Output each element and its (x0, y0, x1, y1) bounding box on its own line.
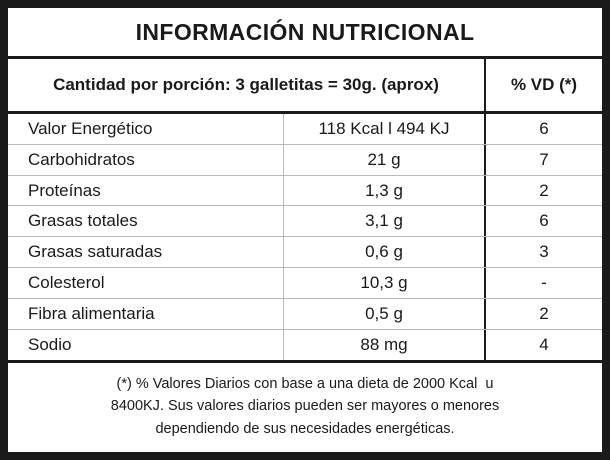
nutrition-facts-card (8, 8, 602, 452)
nutrient-value: 21 g (283, 145, 484, 175)
serving-size-cell (8, 59, 484, 111)
table-row (8, 176, 602, 207)
nutrient-name: Colesterol (28, 273, 105, 293)
table-row (8, 206, 602, 237)
footnote-line-2: 8400KJ. Sus valores diarios pueden ser mayores o menores (110, 398, 500, 415)
footnote (8, 360, 602, 452)
nutrient-daily-value: 2 (484, 176, 602, 206)
daily-value-header-label: % VD (*) (510, 75, 578, 94)
table-row (8, 237, 602, 268)
table-row (8, 268, 602, 299)
page-title: INFORMACIÓN NUTRICIONAL (135, 18, 475, 45)
nutrient-daily-value: - (484, 268, 602, 298)
table-row (8, 145, 602, 176)
daily-value-header-cell (484, 59, 602, 111)
table-row (8, 299, 602, 330)
nutrient-name: Grasas totales (28, 211, 138, 231)
nutrient-daily-value: 6 (484, 114, 602, 144)
nutrient-daily-value: 6 (484, 206, 602, 236)
nutrient-name: Sodio (28, 334, 72, 354)
nutrition-title-row (8, 8, 602, 59)
serving-header-row (8, 59, 602, 114)
nutrient-table (8, 114, 602, 360)
nutrient-name: Fibra alimentaria (28, 303, 155, 323)
nutrient-value: 1,3 g (283, 176, 484, 206)
nutrient-value: 0,5 g (283, 299, 484, 329)
nutrient-value: 10,3 g (283, 268, 484, 298)
nutrient-daily-value: 7 (484, 145, 602, 175)
footnote-line-1: (*) % Valores Diarios con base a una dieta de 2000 Kcal u (116, 375, 494, 392)
nutrient-name: Grasas saturadas (28, 242, 163, 262)
nutrient-daily-value: 4 (484, 330, 602, 360)
table-row (8, 330, 602, 360)
nutrient-name: Carbohidratos (28, 149, 135, 169)
nutrient-name: Proteínas (28, 180, 101, 200)
serving-size-label: Cantidad por porción: 3 galletitas = 30g. (aprox) (53, 75, 439, 94)
footnote-line-3: dependiendo de sus necesidades energéticas. (155, 420, 455, 437)
nutrient-daily-value: 2 (484, 299, 602, 329)
nutrient-name: Valor Energético (28, 118, 153, 138)
nutrient-value: 0,6 g (283, 237, 484, 267)
nutrient-daily-value: 3 (484, 237, 602, 267)
nutrient-value: 118 Kcal l 494 KJ (283, 114, 484, 144)
nutrient-value: 88 mg (283, 330, 484, 360)
table-row (8, 114, 602, 145)
nutrient-value: 3,1 g (283, 206, 484, 236)
